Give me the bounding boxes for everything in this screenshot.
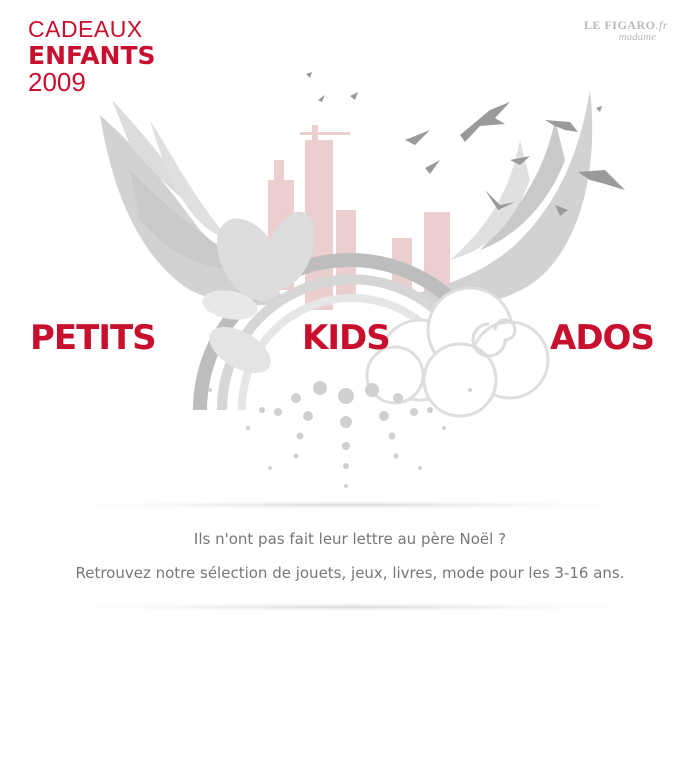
- divider-top: [20, 498, 680, 512]
- brand-logo[interactable]: [584, 18, 668, 43]
- title-line-enfants: ENFANTS: [28, 41, 156, 70]
- divider-bottom: [20, 600, 680, 614]
- intro-question: Ils n'ont pas fait leur lettre au père Noël ?: [193, 530, 507, 548]
- category-kids-link[interactable]: KIDS: [302, 318, 390, 358]
- brand-name: LE FIGARO: [583, 18, 656, 32]
- intro-description: Retrouvez notre sélection de jouets, jeux, livres, mode pour les 3-16 ans.: [75, 564, 625, 582]
- category-petits-link[interactable]: PETITS: [30, 318, 156, 358]
- brand-sub: madame: [618, 31, 656, 43]
- brand-suffix: .fr: [655, 18, 668, 32]
- hero-illustration: [0, 60, 700, 500]
- category-ados-link[interactable]: ADOS: [550, 318, 654, 358]
- title-line-cadeaux: CADEAUX: [28, 16, 143, 42]
- title-line-year: 2009: [28, 67, 86, 97]
